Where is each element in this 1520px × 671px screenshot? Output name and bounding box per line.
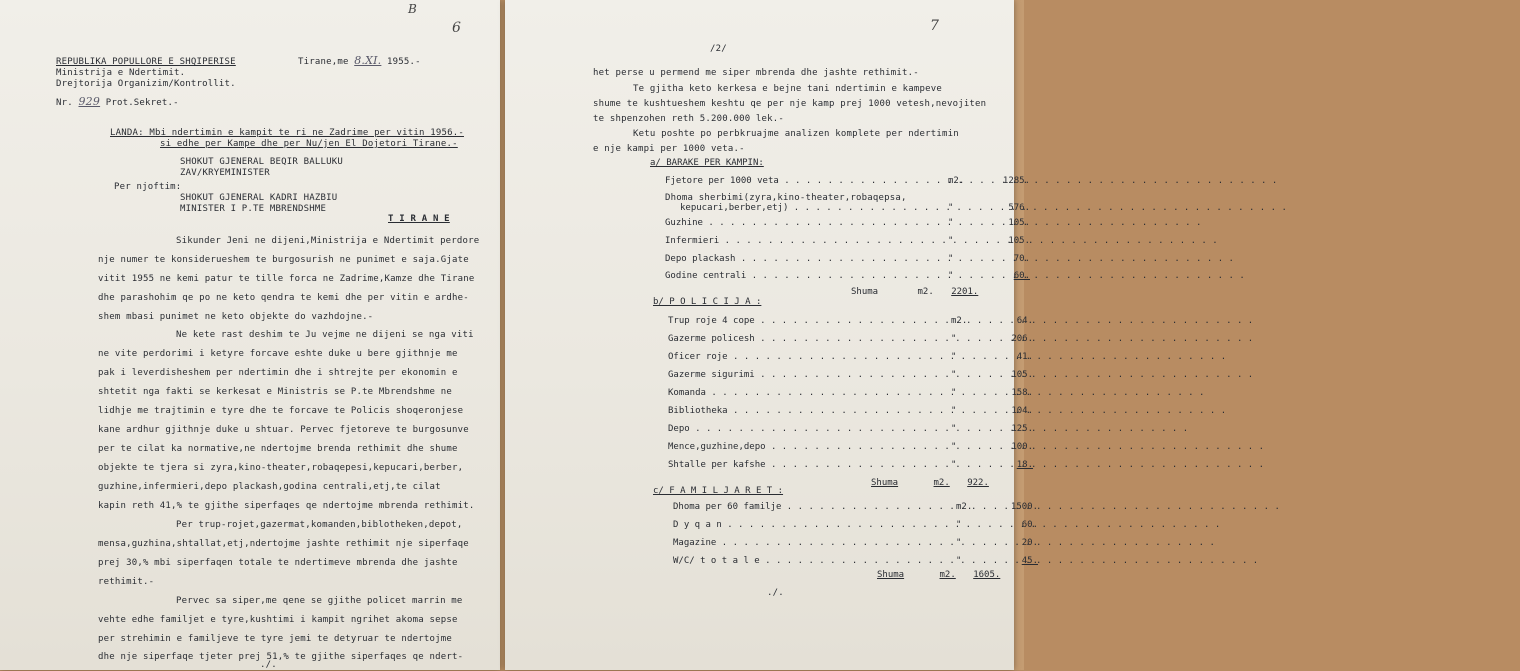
item-value: 105. bbox=[1011, 370, 1033, 380]
table-row bbox=[668, 352, 1508, 363]
body-line: pak i leverdisheshem per ndertimin dhe i shtrejte per ekonomin e bbox=[98, 368, 458, 378]
item-unit: " bbox=[951, 424, 957, 434]
item-label: D y q a n . . . bbox=[673, 520, 943, 530]
table-row bbox=[673, 556, 1513, 567]
item-label: Guzhine . . . bbox=[665, 218, 935, 228]
total-unit: m2. bbox=[917, 287, 934, 297]
total-unit: m2. bbox=[933, 478, 950, 488]
item-value: 206. bbox=[1011, 334, 1033, 344]
letterhead-line: Drejtorija Organizim/Kontrollit. bbox=[56, 79, 236, 89]
item-label: Dhoma sherbimi(zyra,kino-theater,robaqepsa, bbox=[665, 193, 907, 203]
body-line: guzhine,infermieri,depo plackash,godina centrali,etj,te cilat bbox=[98, 482, 441, 492]
item-value: 576. bbox=[1008, 203, 1030, 213]
body-line: shume te kushtueshem keshtu qe per nje kamp prej 1000 vetesh,nevojiten bbox=[593, 99, 987, 109]
table-row bbox=[665, 236, 1505, 247]
ref-prefix: Nr. bbox=[56, 98, 73, 108]
archive-page-number: 6 bbox=[452, 20, 461, 36]
body-line: het perse u permend me siper mbrenda dhe jashte rethimit.- bbox=[593, 68, 919, 78]
addressee-line: ZAV/KRYEMINISTER bbox=[180, 168, 270, 178]
item-unit: " bbox=[948, 218, 954, 228]
body-line: per te cilat ka normative,ne ndertojme brenda rethimit dhe shume bbox=[98, 444, 458, 454]
body-line: nje numer te konsiderueshem te burgosurish ne punimet e saja.Gjate bbox=[98, 255, 469, 265]
item-unit: " bbox=[951, 334, 957, 344]
body-line: shem mbasi punimet ne keto objekte do vazhdojne.- bbox=[98, 312, 374, 322]
city-heading: T I R A N E bbox=[388, 214, 450, 224]
body-line: Ne kete rast deshim te Ju vejme ne dijeni se nga viti bbox=[176, 330, 474, 340]
table-row bbox=[668, 370, 1508, 381]
item-value: 60. bbox=[1021, 520, 1038, 530]
section-total bbox=[851, 287, 978, 297]
body-line: Ketu poshte po perbkruajme analizen komplete per ndertimin bbox=[633, 129, 959, 139]
item-value: 105. bbox=[1008, 236, 1030, 246]
item-unit: " bbox=[951, 370, 957, 380]
item-unit: " bbox=[948, 203, 954, 213]
item-value: 41. bbox=[1016, 352, 1033, 362]
table-row bbox=[668, 406, 1508, 417]
end-mark: ./. bbox=[767, 588, 784, 598]
item-unit: m2. bbox=[951, 316, 968, 326]
reference-line bbox=[56, 96, 179, 109]
body-line: shtetit nga fakti se kerkesat e Ministris se P.te Mbrendshme ne bbox=[98, 387, 452, 397]
letterhead-line: Ministrija e Ndertimit. bbox=[56, 68, 186, 78]
item-value: 105. bbox=[1008, 218, 1030, 228]
item-value: 1500. bbox=[1010, 502, 1038, 512]
item-label: Trup roje 4 cope . . . bbox=[668, 316, 938, 326]
item-label: Komanda . . . bbox=[668, 388, 938, 398]
section-heading-familjaret: c/ F A M I L J A R E T : bbox=[653, 486, 784, 496]
item-unit: " bbox=[948, 254, 954, 264]
item-unit: " bbox=[951, 460, 957, 470]
continuation-mark: ./. bbox=[260, 660, 277, 670]
item-value: 20. bbox=[1021, 538, 1038, 548]
item-label: Bibliotheka . . . bbox=[668, 406, 938, 416]
ref-number: 929 bbox=[78, 95, 101, 108]
date-suffix: 1955.- bbox=[387, 57, 421, 67]
item-unit: " bbox=[956, 556, 962, 566]
body-line: kapin reth 41,% te gjithe siperfaqes qe ndertojme mbrenda rethimit. bbox=[98, 501, 475, 511]
body-line: Te gjitha keto kerkesa e bejne tani ndertimin e kampeve bbox=[633, 84, 943, 94]
body-line: dhe parashohim qe po ne keto qendra te kemi dhe per vitin e ardhe- bbox=[98, 293, 469, 303]
total-value: 2201. bbox=[951, 287, 979, 297]
total-label: Shuma bbox=[877, 570, 905, 580]
item-label: Oficer roje . . . bbox=[668, 352, 938, 362]
table-row bbox=[665, 218, 1505, 229]
table-row bbox=[668, 442, 1508, 453]
letterhead-line: REPUBLIKA POPULLORE E SHQIPERISE bbox=[56, 57, 236, 67]
item-value: 125. bbox=[1011, 424, 1033, 434]
body-line: prej 30,% mbi siperfaqen totale te ndertimeve mbrenda dhe jashte bbox=[98, 558, 458, 568]
table-row bbox=[665, 176, 1505, 187]
item-label: Godine centrali . . . bbox=[665, 271, 935, 281]
item-unit: " bbox=[951, 352, 957, 362]
item-unit: " bbox=[948, 236, 954, 246]
table-row bbox=[673, 520, 1513, 531]
body-line: vitit 1955 ne kemi patur te tille forca ne Zadrime,Kamze dhe Tirane bbox=[98, 274, 475, 284]
table-row bbox=[668, 334, 1508, 345]
item-label: Depo plackash . . . bbox=[665, 254, 935, 264]
body-line: ne vite perdorimi i ketyre forcave eshte duke u bere gjithnje me bbox=[98, 349, 458, 359]
table-row bbox=[673, 502, 1513, 513]
item-value: 104. bbox=[1011, 406, 1033, 416]
item-value: 18. bbox=[1016, 460, 1033, 470]
item-label: Infermieri . . . bbox=[665, 236, 935, 246]
item-label: Mence,guzhine,depo . . . bbox=[668, 442, 938, 452]
subject-line: LANDA: Mbi ndertimin e kampit te ri ne Zadrime per vitin 1956.- bbox=[110, 128, 464, 138]
item-value: 158. bbox=[1011, 388, 1033, 398]
body-line: Sikunder Jeni ne dijeni,Ministrija e Ndertimit perdore bbox=[176, 236, 480, 246]
table-row bbox=[668, 424, 1508, 435]
body-line: te shpenzohen reth 5.200.000 lek.- bbox=[593, 114, 785, 124]
body-line: vehte edhe familjet e tyre,kushtimi i kampit ngrihet akoma sepse bbox=[98, 615, 458, 625]
body-line: e nje kampi per 1000 veta.- bbox=[593, 144, 745, 154]
item-label: Dhoma per 60 familje . . . bbox=[673, 502, 943, 512]
item-unit: m2. bbox=[948, 176, 965, 186]
item-value: 60. bbox=[1013, 271, 1030, 281]
body-line: dhe nje siperfaqe tjeter prej 51,% te gjithe siperfaqes qe ndert- bbox=[98, 652, 464, 662]
item-value: 70. bbox=[1013, 254, 1030, 264]
item-value: 45. bbox=[1021, 556, 1038, 566]
table-row bbox=[668, 316, 1508, 327]
item-value: 1285. bbox=[1002, 176, 1030, 186]
total-value: 1605. bbox=[973, 570, 1001, 580]
section-total bbox=[877, 570, 1000, 580]
addressee-line: SHOKUT GJENERAL BEQIR BALLUKU bbox=[180, 157, 343, 167]
item-value: 100. bbox=[1011, 442, 1033, 452]
table-row bbox=[665, 271, 1505, 282]
info-addressee-line: MINISTER I P.TE MBRENDSHME bbox=[180, 204, 327, 214]
date-handwritten: 8.XI. bbox=[354, 54, 382, 67]
archive-page-number: 7 bbox=[930, 18, 939, 34]
total-label: Shuma bbox=[871, 478, 899, 488]
table-row bbox=[673, 538, 1513, 549]
date-line bbox=[298, 55, 421, 68]
total-unit: m2. bbox=[939, 570, 956, 580]
total-value: 922. bbox=[967, 478, 989, 488]
body-line: objekte te tjera si zyra,kino-theater,robaqepesi,kepucari,berber, bbox=[98, 463, 464, 473]
item-unit: " bbox=[956, 520, 962, 530]
item-unit: " bbox=[956, 538, 962, 548]
info-addressee-line: SHOKUT GJENERAL KADRI HAZBIU bbox=[180, 193, 338, 203]
item-label: Gazerme sigurimi . . . bbox=[668, 370, 938, 380]
document-page-right bbox=[505, 0, 1038, 670]
item-value: 64. bbox=[1016, 316, 1033, 326]
item-unit: " bbox=[951, 406, 957, 416]
info-label: Per njoftim: bbox=[114, 182, 182, 192]
body-line: rethimit.- bbox=[98, 577, 155, 587]
item-label: W/C/ t o t a l e . . . bbox=[673, 556, 943, 566]
page-number: /2/ bbox=[710, 44, 727, 54]
item-label: Gazerme policesh . . . bbox=[668, 334, 938, 344]
item-unit: m2. bbox=[956, 502, 973, 512]
body-line: kane ardhur gjithnje duke u shtuar. Pervec fjetoreve te burgosunve bbox=[98, 425, 469, 435]
body-line: mensa,guzhina,shtallat,etj,ndertojme jashte rethimit nje siperfaqe bbox=[98, 539, 469, 549]
body-line: per strehimin e familjeve te tyre jemi te detyruar te ndertojme bbox=[98, 634, 452, 644]
item-unit: " bbox=[951, 388, 957, 398]
item-unit: " bbox=[948, 271, 954, 281]
body-line: Per trup-rojet,gazermat,komanden,biblotheken,depot, bbox=[176, 520, 463, 530]
item-label: Depo . . . bbox=[668, 424, 938, 434]
item-unit: " bbox=[951, 442, 957, 452]
section-heading-barake: a/ BARAKE PER KAMPIN: bbox=[650, 158, 764, 168]
body-line: Pervec sa siper,me qene se gjithe policet marrin me bbox=[176, 596, 463, 606]
date-prefix: Tirane,me bbox=[298, 57, 349, 67]
section-heading-policija: b/ P O L I C I J A : bbox=[653, 297, 762, 307]
subject-line: si edhe per Kampe dhe per Nu/jen El Dojetori Tirane.- bbox=[160, 139, 458, 149]
table-row bbox=[668, 460, 1508, 471]
table-row bbox=[680, 203, 1520, 214]
document-page-left bbox=[0, 0, 500, 670]
archive-mark-letter: B bbox=[408, 2, 417, 16]
body-line: lidhje me trajtimin e tyre dhe te forcave te Policis shoqeronjese bbox=[98, 406, 464, 416]
total-label: Shuma bbox=[851, 287, 879, 297]
item-label: Shtalle per kafshe . . . bbox=[668, 460, 938, 470]
table-row bbox=[665, 254, 1505, 265]
item-label: Magazine . . . bbox=[673, 538, 943, 548]
table-row bbox=[668, 388, 1508, 399]
item-label: Fjetore per 1000 veta . . . bbox=[665, 176, 935, 186]
section-total bbox=[871, 478, 989, 488]
ref-suffix: Prot.Sekret.- bbox=[105, 98, 179, 108]
item-label-continued: kepucari,berber,etj) . . . bbox=[680, 203, 935, 213]
